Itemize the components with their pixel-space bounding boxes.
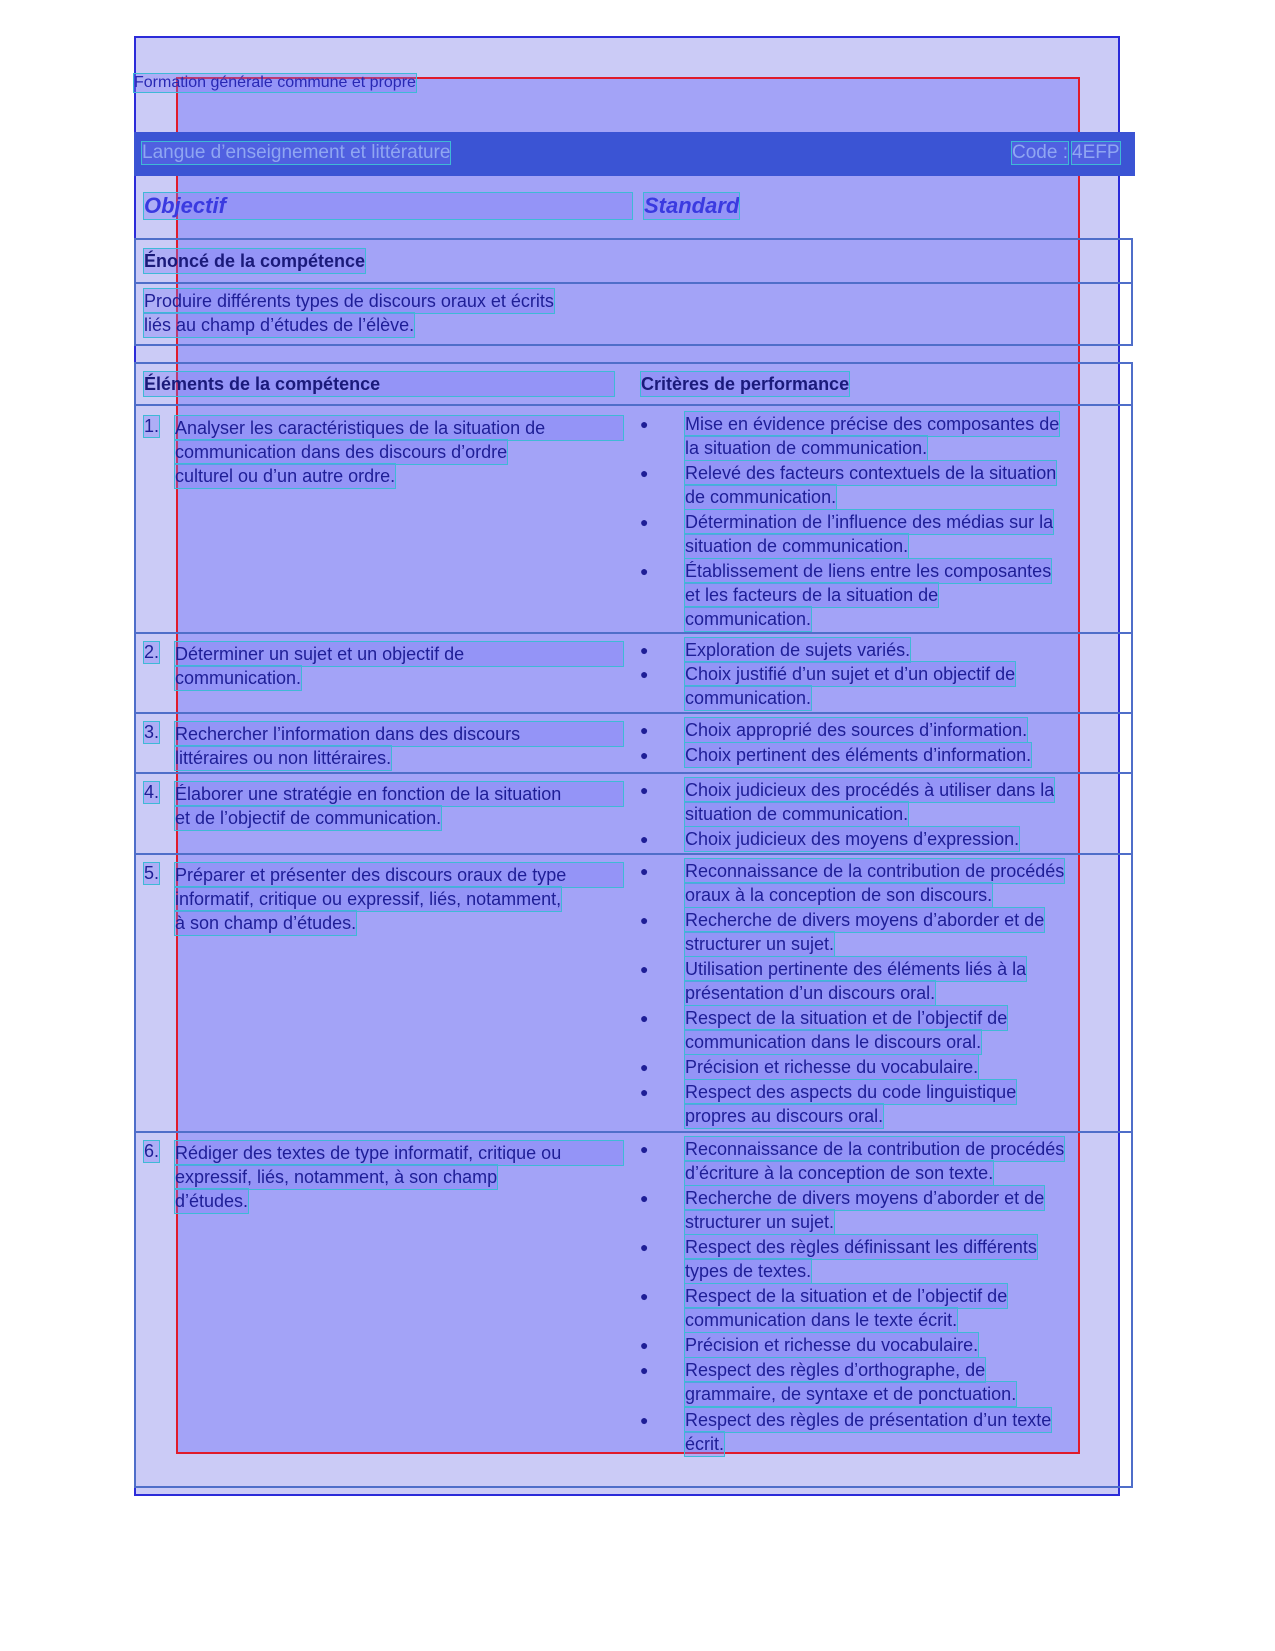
competence-line-1: Produire différents types de discours oraux et écrits	[144, 291, 554, 311]
criterion-text-line: communication.	[685, 688, 812, 708]
bullet-icon: ●	[640, 722, 649, 738]
criterion-text-line: communication dans le discours oral.	[685, 1032, 982, 1052]
code-value: 4EFP	[1072, 142, 1120, 163]
criterion-text-line: communication.	[685, 609, 812, 629]
bullet-icon: ●	[640, 642, 649, 658]
bullet-icon: ●	[640, 782, 649, 798]
bullet-icon: ●	[640, 1362, 649, 1378]
bullet-icon: ●	[640, 563, 649, 579]
criterion-text-line: Respect des règles d’orthographe, de	[685, 1360, 986, 1380]
criterion-text-line: de communication.	[685, 487, 837, 507]
bullet-icon: ●	[640, 961, 649, 977]
element-text-line: culturel ou d’un autre ordre.	[175, 466, 396, 486]
criterion-text-line: Utilisation pertinente des éléments liés à la	[685, 959, 1027, 979]
criterion-text-line: Respect de la situation et de l’objectif de	[685, 1286, 1008, 1306]
criterion-text-line: structurer un sujet.	[685, 934, 835, 954]
bullet-icon: ●	[640, 747, 649, 763]
bullet-icon: ●	[640, 1084, 649, 1100]
row-divider	[134, 712, 1133, 714]
criterion-text-line: Recherche de divers moyens d’aborder et de	[685, 910, 1045, 930]
criterion-text-line: Détermination de l’influence des médias sur la	[685, 512, 1054, 532]
criterion-text-line: propres au discours oral.	[685, 1106, 884, 1126]
criterion-text-line: situation de communication.	[685, 804, 909, 824]
bullet-icon: ●	[640, 416, 649, 432]
criterion-text-line: présentation d’un discours oral.	[685, 983, 936, 1003]
criterion-text-line: et les facteurs de la situation de	[685, 585, 939, 605]
row-divider	[134, 853, 1133, 855]
criterion-text-line: Établissement de liens entre les composantes	[685, 561, 1052, 581]
criterion-text-line: Respect des règles de présentation d’un texte	[685, 1410, 1052, 1430]
element-text-line: et de l’objectif de communication.	[175, 808, 442, 828]
element-text-line: littéraires ou non littéraires.	[175, 748, 392, 768]
criterion-text-line: Mise en évidence précise des composantes de	[685, 414, 1060, 434]
element-text-line: à son champ d’études.	[175, 913, 357, 933]
code-label: Code :	[1012, 142, 1068, 163]
element-number: 4.	[144, 782, 160, 802]
element-text-line: Déterminer un sujet et un objectif de	[175, 642, 623, 666]
criterion-text-line: Respect des aspects du code linguistique	[685, 1082, 1017, 1102]
bullet-icon: ●	[640, 465, 649, 481]
criterion-text-line: situation de communication.	[685, 536, 909, 556]
criterion-text-line: communication dans le texte écrit.	[685, 1310, 958, 1330]
element-number: 1.	[144, 416, 160, 436]
course-label: Langue d’enseignement et littérature	[142, 142, 451, 163]
standard-heading: Standard	[644, 193, 740, 218]
bullet-icon: ●	[640, 1337, 649, 1353]
bullet-icon: ●	[640, 1412, 649, 1428]
criterion-text-line: Choix justifié d’un sujet et d’un objectif de	[685, 664, 1016, 684]
criterion-text-line: Choix approprié des sources d’information.	[685, 720, 1028, 740]
element-text-line: Élaborer une stratégie en fonction de la situation	[175, 782, 623, 806]
element-text-line: Analyser les caractéristiques de la situation de	[175, 416, 623, 440]
element-text-line: communication.	[175, 668, 302, 688]
element-number: 3.	[144, 722, 160, 742]
criterion-text-line: Respect de la situation et de l’objectif de	[685, 1008, 1008, 1028]
element-text-line: d’études.	[175, 1191, 249, 1211]
criterion-text-line: d’écriture à la conception de son texte.	[685, 1163, 994, 1183]
criterion-text-line: Exploration de sujets variés.	[685, 640, 911, 660]
bullet-icon: ●	[640, 514, 649, 530]
element-number: 2.	[144, 642, 160, 662]
criterion-text-line: Recherche de divers moyens d’aborder et de	[685, 1188, 1045, 1208]
criterion-text-line: Choix judicieux des procédés à utiliser dans la	[685, 780, 1055, 800]
bullet-icon: ●	[640, 1141, 649, 1157]
bullet-icon: ●	[640, 831, 649, 847]
element-text-line: Rechercher l’information dans des discours	[175, 722, 623, 746]
element-text-line: communication dans des discours d’ordre	[175, 442, 508, 462]
row-divider	[134, 632, 1133, 634]
criterion-text-line: Choix pertinent des éléments d’information.	[685, 745, 1032, 765]
criterion-text-line: la situation de communication.	[685, 438, 928, 458]
objectif-heading: Objectif	[144, 193, 632, 219]
criterion-text-line: écrit.	[685, 1434, 725, 1454]
criterion-text-line: Respect des règles définissant les différents	[685, 1237, 1037, 1257]
competence-line-2: liés au champ d’études de l’élève.	[144, 315, 415, 335]
criterion-text-line: Reconnaissance de la contribution de procédés	[685, 1139, 1065, 1159]
col-header-criteres: Critères de performance	[641, 374, 850, 394]
element-text-line: Préparer et présenter des discours oraux de type	[175, 863, 623, 887]
bullet-icon: ●	[640, 912, 649, 928]
bullet-icon: ●	[640, 1010, 649, 1026]
criterion-text-line: types de textes.	[685, 1261, 812, 1281]
criterion-text-line: Précision et richesse du vocabulaire.	[685, 1057, 979, 1077]
criterion-text-line: Relevé des facteurs contextuels de la situation	[685, 463, 1057, 483]
col-header-elements: Éléments de la compétence	[144, 372, 614, 396]
element-text-line: expressif, liés, notamment, à son champ	[175, 1167, 498, 1187]
bullet-icon: ●	[640, 1288, 649, 1304]
criterion-text-line: grammaire, de syntaxe et de ponctuation.	[685, 1384, 1017, 1404]
criterion-text-line: Précision et richesse du vocabulaire.	[685, 1335, 979, 1355]
row-divider	[134, 1131, 1133, 1133]
criterion-text-line: Choix judicieux des moyens d’expression.	[685, 829, 1020, 849]
criterion-text-line: oraux à la conception de son discours.	[685, 885, 993, 905]
bullet-icon: ●	[640, 1190, 649, 1206]
bullet-icon: ●	[640, 666, 649, 682]
element-number: 5.	[144, 863, 160, 883]
criterion-text-line: structurer un sujet.	[685, 1212, 835, 1232]
criterion-text-line: Reconnaissance de la contribution de procédés	[685, 861, 1065, 881]
bullet-icon: ●	[640, 1059, 649, 1075]
program-title: Formation générale commune et propre	[134, 74, 416, 91]
competence-title: Énoncé de la compétence	[144, 251, 366, 271]
bullet-icon: ●	[640, 1239, 649, 1255]
bullet-icon: ●	[640, 863, 649, 879]
element-text-line: informatif, critique ou expressif, liés, notamment,	[175, 889, 562, 909]
element-number: 6.	[144, 1141, 160, 1161]
row-divider	[134, 772, 1133, 774]
element-text-line: Rédiger des textes de type informatif, critique ou	[175, 1141, 623, 1165]
